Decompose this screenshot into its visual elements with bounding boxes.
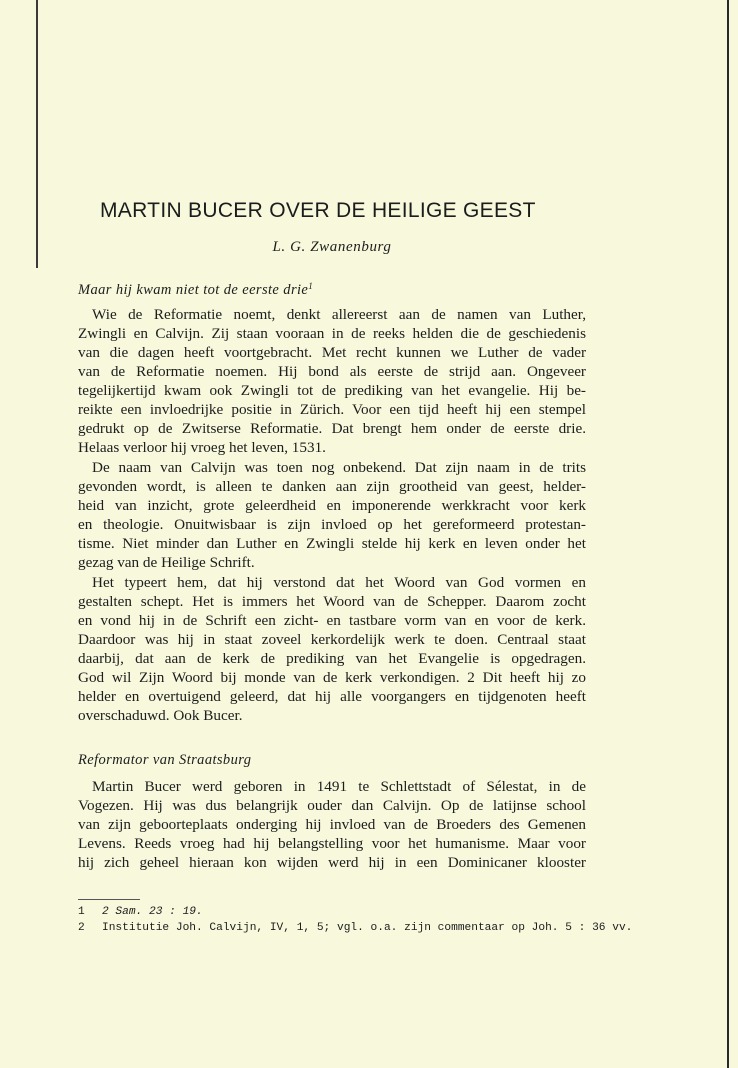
footnote-number: 1 — [78, 906, 85, 918]
paragraph-line: en vond hij in de Schrift een zicht- en tastbare vorm van en voor de kerk. — [78, 612, 586, 629]
paragraph-line: God wil Zijn Woord bij monde van de kerk verkondigen. 2 Dit heeft hij zo — [78, 669, 586, 686]
paragraph-line: tisme. Niet minder dan Luther en Zwingli stelde hij kerk en leven onder het — [78, 535, 586, 552]
footnote-ref-1[interactable]: 1 — [308, 281, 314, 291]
paragraph-line: heid van inzicht, grote geleerdheid en imponerende werkkracht voor kerk — [78, 497, 586, 514]
page-edge-left — [36, 0, 38, 268]
paragraph-line: van die dagen heeft voortgebracht. Met recht kunnen we Luther de vader — [78, 344, 586, 361]
footnote-text: 2 Sam. 23 : 19. — [102, 906, 203, 918]
paragraph-line: helder en overtuigend geleerd, dat hij alle voorgangers en tijdgenoten heeft — [78, 688, 586, 705]
footnote-2 — [78, 922, 633, 934]
paragraph-line: gevonden wordt, is alleen te danken aan zijn grootheid van geest, helder- — [78, 478, 586, 495]
paragraph-line: De naam van Calvijn was toen nog onbekend. Dat zijn naam in de trits — [92, 459, 586, 476]
paragraph-line: van zijn geboorteplaats onderging hij invloed van de Broeders des Gemenen — [78, 816, 586, 833]
paragraph-line: reikte een invloedrijke positie in Zürich. Voor een tijd heeft hij een stempel — [78, 401, 586, 418]
footnote-1 — [78, 906, 586, 918]
paragraph-line: Wie de Reformatie noemt, denkt allereerst aan de namen van Luther, — [92, 306, 586, 323]
article-title: MARTIN BUCER OVER DE HEILIGE GEEST — [100, 199, 536, 222]
paragraph-line: van de Reformatie noemen. Hij bond als eerste de strijd aan. Ongeveer — [78, 363, 586, 380]
paragraph-line: gestalten schept. Het is immers het Woord van de Schepper. Daarom zocht — [78, 593, 586, 610]
page-edge-right — [727, 0, 729, 1068]
paragraph-line: Helaas verloor hij vroeg het leven, 1531. — [78, 439, 326, 456]
footnote-text: Institutie Joh. Calvijn, IV, 1, 5; vgl. o.a. zijn commentaar op Joh. 5 : 36 vv. — [102, 922, 633, 934]
paragraph-line: daarbij, dat aan de kerk de prediking van het Evangelie is opgedragen. — [78, 650, 586, 667]
paragraph-line: gezag van de Heilige Schrift. — [78, 554, 255, 571]
footnote-number: 2 — [78, 922, 85, 934]
section-heading-1 — [78, 281, 586, 299]
paragraph-line: Zwingli en Calvijn. Zij staan vooraan in de reeks helden die de geschiedenis — [78, 325, 586, 342]
paragraph-line: Martin Bucer werd geboren in 1491 te Schlettstadt of Sélestat, in de — [92, 778, 586, 795]
section-heading-1-text: Maar hij kwam niet tot de eerste drie — [78, 282, 309, 298]
paragraph-line: Levens. Reeds vroeg had hij belangstelling voor het humanisme. Maar voor — [78, 835, 586, 852]
paragraph-line: Het typeert hem, dat hij verstond dat het Woord van God vormen en — [92, 574, 586, 591]
article-author: L. G. Zwanenburg — [272, 239, 392, 255]
paragraph-line: en theologie. Onuitwisbaar is zijn invloed op het gereformeerd protestan- — [78, 516, 586, 533]
paragraph-line: tegelijkertijd kwam ook Zwingli tot de prediking van het evangelie. Hij be- — [78, 382, 586, 399]
paragraph-line: hij zich geheel hieraan kon wijden werd hij in een Dominicaner klooster — [78, 854, 586, 871]
paragraph-line: Vogezen. Hij was dus belangrijk ouder dan Calvijn. Op de latijnse school — [78, 797, 586, 814]
section-heading-2: Reformator van Straatsburg — [78, 752, 252, 768]
paragraph-line: overschaduwd. Ook Bucer. — [78, 707, 243, 724]
paragraph-line: gedrukt op de Zwitserse Reformatie. Dat brengt hem onder de eerste drie. — [78, 420, 586, 437]
footnote-divider — [78, 899, 140, 900]
paragraph-line: Daardoor was hij in staat zoveel kerkordelijk werk te doen. Centraal staat — [78, 631, 586, 648]
